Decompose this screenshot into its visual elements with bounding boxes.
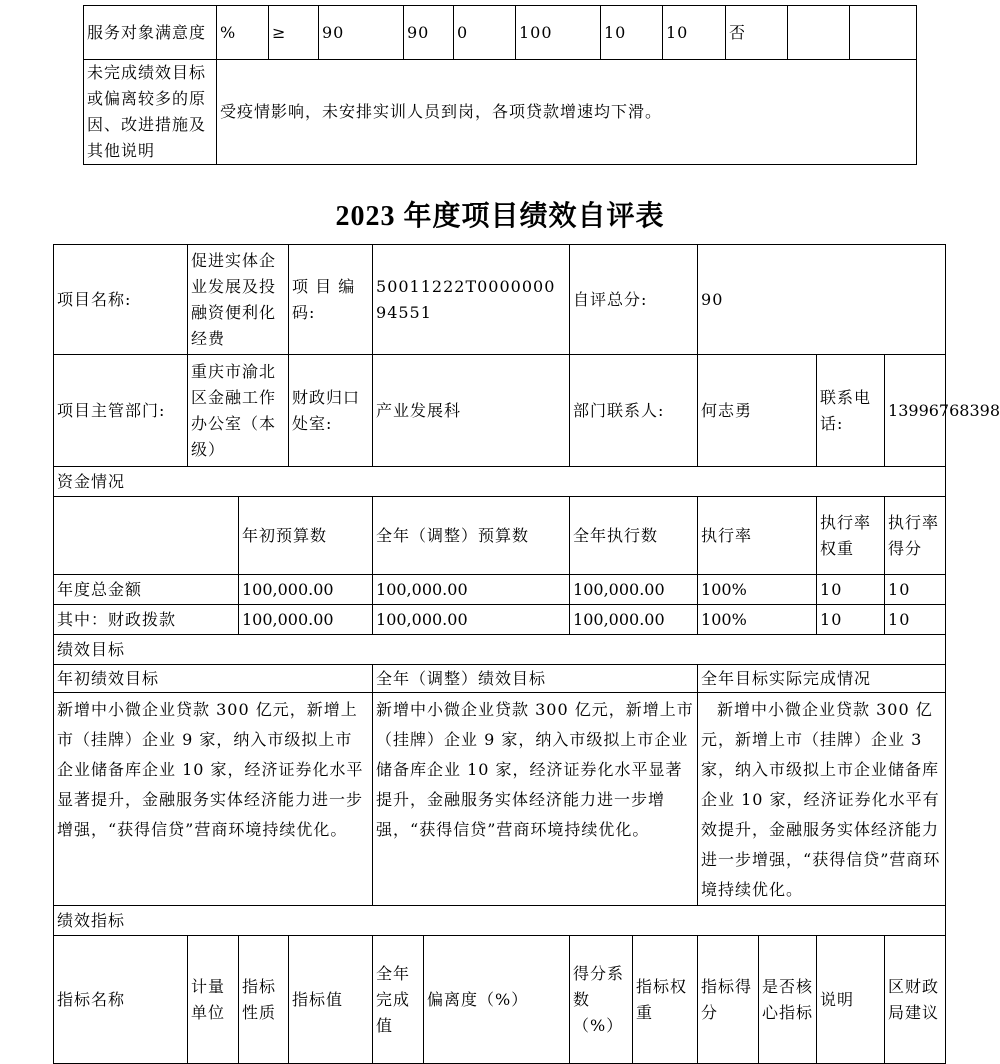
goals-header-row: [54, 665, 946, 693]
finance-office-label: 财政归口处室:: [289, 355, 373, 467]
funds-section-row: [54, 467, 946, 497]
funds-row-label: 其中：财政拨款: [54, 605, 239, 635]
phone-label: 联系电话:: [817, 355, 885, 467]
department-value: 重庆市渝北区金融工作办公室（本级）: [188, 355, 289, 467]
indicators-section-title: 绩效指标: [54, 906, 946, 936]
funds-cell: 10: [885, 605, 946, 635]
actual-value-cell: 90: [404, 6, 454, 60]
weight-cell: 10: [601, 6, 663, 60]
indicators-header-cell: 偏离度（%）: [424, 936, 570, 1064]
project-name-label: 项目名称:: [54, 245, 188, 355]
department-label: 项目主管部门:: [54, 355, 188, 467]
funds-cell: 10: [817, 605, 885, 635]
indicators-header-cell: 指标名称: [54, 936, 188, 1064]
funds-cell: 10: [885, 575, 946, 605]
indicators-header-cell: 计量单位: [188, 936, 239, 1064]
satisfaction-row: [84, 6, 917, 60]
department-row: [54, 355, 946, 467]
indicator-name-cell: 服务对象满意度: [84, 6, 217, 60]
score-cell: 10: [663, 6, 726, 60]
core-indicator-cell: 否: [726, 6, 788, 60]
indicators-header-cell: 指标权重: [633, 936, 698, 1064]
funds-row: [54, 605, 946, 635]
indicators-header-cell: 指标性质: [239, 936, 289, 1064]
funds-cell: 100,000.00: [373, 575, 570, 605]
indicators-section-row: [54, 906, 946, 936]
funds-header-cell: 年初预算数: [239, 497, 373, 575]
funds-header-cell: 执行率: [698, 497, 817, 575]
funds-row-label: 年度总金额: [54, 575, 239, 605]
goals-section-title: 绩效目标: [54, 635, 946, 665]
project-name-row: [54, 245, 946, 355]
deviation-cell: 0: [454, 6, 516, 60]
goals-header-cell: 年初绩效目标: [54, 665, 373, 693]
funds-cell: 10: [817, 575, 885, 605]
indicators-header-cell: 得分系数（%）: [570, 936, 633, 1064]
project-name-value: 促进实体企业发展及投融资便利化经费: [188, 245, 289, 355]
notes-label: 未完成绩效目标或偏离较多的原因、改进措施及其他说明: [84, 60, 217, 165]
indicators-header-cell: 是否核心指标: [759, 936, 817, 1064]
goals-section-row: [54, 635, 946, 665]
finance-office-value: 产业发展科: [373, 355, 570, 467]
unit-cell: %: [217, 6, 269, 60]
suggestion-cell: [850, 6, 917, 60]
project-code-label: 项 目 编码:: [289, 245, 373, 355]
project-evaluation-table: [53, 244, 1000, 1064]
contact-label: 部门联系人:: [570, 355, 698, 467]
indicators-header-cell: 说明: [817, 936, 885, 1064]
page-title: 2023 年度项目绩效自评表: [335, 201, 665, 232]
funds-header-cell: 执行率得分: [885, 497, 946, 575]
goals-header-cell: 全年（调整）绩效目标: [373, 665, 698, 693]
goals-initial-text: 新增中小微企业贷款 300 亿元，新增上市（挂牌）企业 9 家，纳入市级拟上市企业储备库企业 10 家，经济证券化水平显著提升，金融服务实体经济能力进一步增强，“获得信贷”营商环境持续优化。: [54, 693, 373, 906]
indicators-header-cell: 区财政局建议: [885, 936, 946, 1064]
funds-section-title: 资金情况: [54, 467, 946, 497]
contact-value: 何志勇: [698, 355, 817, 467]
score-coefficient-cell: 100: [516, 6, 601, 60]
indicators-header-cell: 全年完成值: [373, 936, 424, 1064]
project-code-value: 50011222T000000094551: [373, 245, 570, 355]
funds-row: [54, 575, 946, 605]
funds-cell: 100,000.00: [239, 605, 373, 635]
funds-cell: 100%: [698, 575, 817, 605]
funds-header-cell: [54, 497, 239, 575]
indicators-header-cell: 指标得分: [698, 936, 759, 1064]
nature-cell: ≥: [269, 6, 319, 60]
funds-cell: 100,000.00: [239, 575, 373, 605]
indicators-header-cell: 指标值: [289, 936, 373, 1064]
notes-value: 受疫情影响，未安排实训人员到岗，各项贷款增速均下滑。: [217, 60, 917, 165]
remark-cell: [788, 6, 850, 60]
self-score-label: 自评总分:: [570, 245, 698, 355]
goals-header-cell: 全年目标实际完成情况: [698, 665, 946, 693]
funds-cell: 100,000.00: [570, 605, 698, 635]
previous-evaluation-table: [83, 5, 917, 165]
notes-row: [84, 60, 917, 165]
funds-header-row: [54, 497, 946, 575]
target-value-cell: 90: [319, 6, 404, 60]
phone-value: 13996768398: [885, 355, 946, 467]
funds-header-cell: 全年（调整）预算数: [373, 497, 570, 575]
indicators-header-row: [54, 936, 946, 1064]
funds-cell: 100%: [698, 605, 817, 635]
goals-adjusted-text: 新增中小微企业贷款 300 亿元，新增上市（挂牌）企业 9 家，纳入市级拟上市企业储备库企业 10 家，经济证券化水平显著提升，金融服务实体经济能力进一步增强，“获得信贷”营商环境持续优化。: [373, 693, 698, 906]
goals-actual-text: 新增中小微企业贷款 300 亿元，新增上市（挂牌）企业 3 家，纳入市级拟上市企业储备库企业 10 家，经济证券化水平有效提升，金融服务实体经济能力进一步增强，“获得信贷”营商环境持续优化。: [698, 693, 946, 906]
funds-header-cell: 全年执行数: [570, 497, 698, 575]
goals-text-row: [54, 693, 946, 906]
funds-header-cell: 执行率权重: [817, 497, 885, 575]
self-score-value: 90: [698, 245, 946, 355]
funds-cell: 100,000.00: [570, 575, 698, 605]
funds-cell: 100,000.00: [373, 605, 570, 635]
